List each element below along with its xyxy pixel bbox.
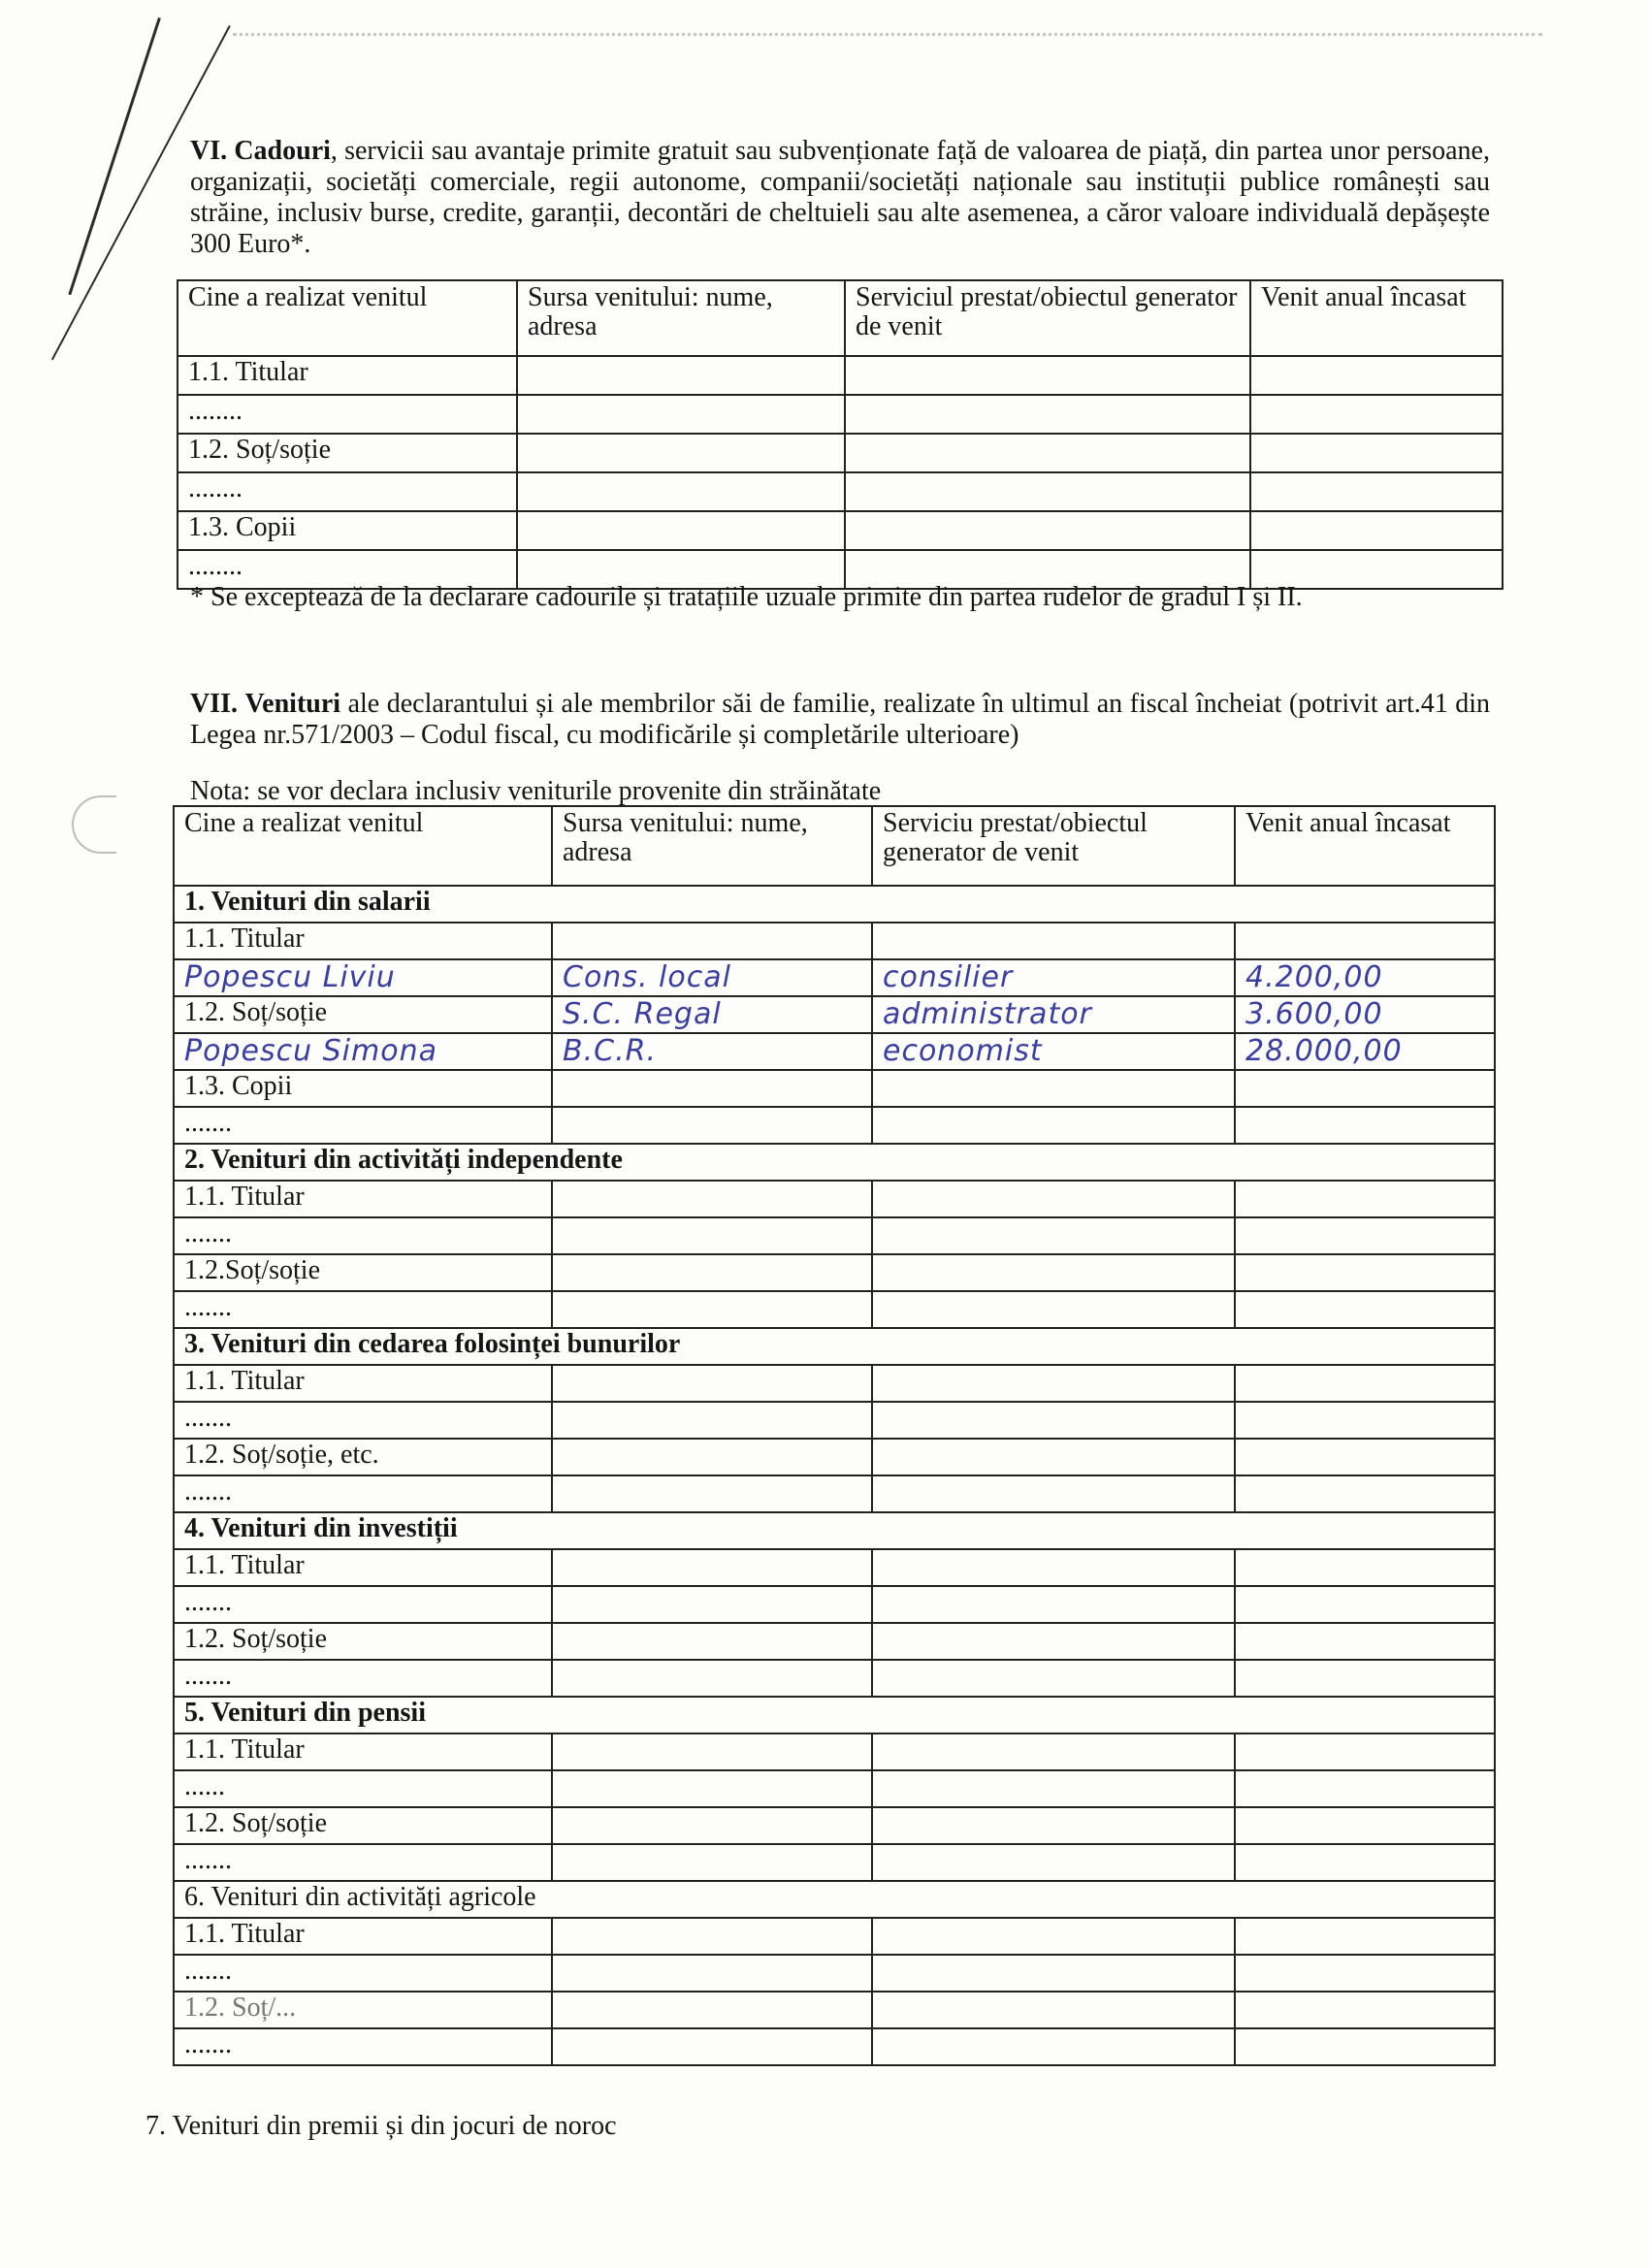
- header-who: Cine a realizat venitul: [178, 280, 517, 356]
- table-row: [174, 1217, 1495, 1254]
- row-label: .......: [174, 1844, 552, 1881]
- handwritten-amount: 28.000,00: [1245, 1034, 1403, 1068]
- row-label: 1.1. Titular: [174, 1181, 552, 1217]
- handwritten-source: S.C. Regal: [563, 997, 722, 1031]
- handwritten-name: Popescu Liviu: [184, 960, 396, 994]
- row-label: 1.2.Soț/soție: [174, 1254, 552, 1291]
- table-row: [174, 1807, 1495, 1844]
- handwritten-service: economist: [883, 1034, 1043, 1068]
- header-service: Serviciul prestat/obiectul generator de venit: [845, 280, 1250, 356]
- table-row: [178, 395, 1503, 434]
- table-row: [174, 1918, 1495, 1955]
- income-table: [173, 805, 1496, 2066]
- table-row: [174, 923, 1495, 959]
- handwritten-service: consilier: [883, 960, 1014, 994]
- section-row: [174, 886, 1495, 923]
- table-row: [174, 1439, 1495, 1475]
- row-label: 1.2. Soț/soție: [178, 434, 517, 472]
- row-label: .......: [174, 1291, 552, 1328]
- table-row-handwritten-1: [174, 959, 1495, 996]
- section-row: [174, 1328, 1495, 1365]
- section-vi-text: , servicii sau avantaje primite gratuit sau subvenționate față de valoarea de piață, din partea unor persoane, organizații, societăți comerciale, regii autonome, companii/societăți naționale sau instituții publice românești sau străine, inclusiv burse, credite, garanții, decontări de cheltuieli sau alte asemenea, a căror valoare individuală depășește 300 Euro*.: [190, 136, 1490, 259]
- row-label: .......: [174, 1955, 552, 1992]
- section-title-agricole: 6. Venituri din activități agricole: [174, 1881, 1495, 1918]
- row-label: 1.1. Titular: [174, 1549, 552, 1586]
- row-label: 1.2. Soț/soție: [174, 996, 552, 1033]
- section-title-investitii: 4. Venituri din investiții: [174, 1512, 1495, 1549]
- table-row: [178, 434, 1503, 472]
- row-label: .......: [174, 2028, 552, 2065]
- header-income: Venit anual încasat: [1235, 806, 1495, 886]
- row-label: ........: [178, 395, 517, 434]
- row-label: .......: [174, 1107, 552, 1144]
- row-label: ........: [178, 550, 517, 589]
- header-income: Venit anual încasat: [1250, 280, 1503, 356]
- section-vi-title: Cadouri: [234, 136, 331, 166]
- pen-stroke-mark: [68, 17, 161, 295]
- table-row: [174, 1733, 1495, 1770]
- row-label: .......: [174, 1475, 552, 1512]
- row-label: 1.3. Copii: [174, 1070, 552, 1107]
- section-row: [174, 1512, 1495, 1549]
- row-label: .......: [174, 1217, 552, 1254]
- header-source: Sursa venitului: nume, adresa: [552, 806, 872, 886]
- row-label: 1.1. Titular: [174, 1733, 552, 1770]
- section-vii-title: Venituri: [244, 689, 341, 719]
- section-row: [174, 1697, 1495, 1733]
- table-row: [174, 1955, 1495, 1992]
- row-label: .......: [174, 1586, 552, 1623]
- header-source: Sursa venitului: nume, adresa: [517, 280, 845, 356]
- section-title-independente: 2. Venituri din activități independente: [174, 1144, 1495, 1181]
- table-row: [174, 1254, 1495, 1291]
- table-row: [174, 1992, 1495, 2028]
- section-vi-intro: [190, 136, 1490, 260]
- table-row: [174, 1475, 1495, 1512]
- row-label: .......: [174, 1402, 552, 1439]
- section-vii-intro: [190, 689, 1490, 751]
- table-row: [174, 1291, 1495, 1328]
- table-row-handwritten-3: [174, 1033, 1495, 1070]
- table-row-handwritten-2: [174, 996, 1495, 1033]
- punch-hole-mark: [72, 795, 116, 854]
- row-label: ......: [174, 1770, 552, 1807]
- section-vi-number: VI.: [190, 136, 228, 166]
- section-title-premii-cut-off: 7. Venituri din premii și din jocuri de noroc: [146, 2111, 617, 2141]
- row-label: .......: [174, 1660, 552, 1697]
- row-label: 1.3. Copii: [178, 511, 517, 550]
- section-row: [174, 1144, 1495, 1181]
- header-service: Serviciu prestat/obiectul generator de venit: [872, 806, 1235, 886]
- section-vii-text: ale declarantului și ale membrilor săi de familie, realizate în ultimul an fiscal încheiat (potrivit art.41 din Legea nr.571/2003 – Codul fiscal, cu modificările și completările ulterioare): [190, 689, 1491, 750]
- scan-noise-top: [233, 33, 1542, 57]
- table-row: [174, 1660, 1495, 1697]
- table-row: [174, 1770, 1495, 1807]
- handwritten-amount: 3.600,00: [1245, 997, 1383, 1031]
- table-row: [174, 1844, 1495, 1881]
- gifts-table: [177, 279, 1504, 590]
- table-row: [174, 1365, 1495, 1402]
- section-vii-number: VII.: [190, 689, 239, 719]
- section-row: [174, 1881, 1495, 1918]
- row-label: 1.1. Titular: [178, 356, 517, 395]
- row-label: 1.2. Soț/...: [174, 1992, 552, 2028]
- table-row: [178, 472, 1503, 511]
- row-label: ........: [178, 472, 517, 511]
- section-title-salarii: 1. Venituri din salarii: [174, 886, 1495, 923]
- handwritten-name: Popescu Simona: [184, 1034, 437, 1068]
- table-row: [174, 1181, 1495, 1217]
- handwritten-amount: 4.200,00: [1245, 960, 1383, 994]
- row-label: 1.2. Soț/soție: [174, 1807, 552, 1844]
- row-label: 1.1. Titular: [174, 923, 552, 959]
- handwritten-service: administrator: [883, 997, 1092, 1031]
- header-who: Cine a realizat venitul: [174, 806, 552, 886]
- row-label: 1.1. Titular: [174, 1365, 552, 1402]
- table-row: [174, 2028, 1495, 2065]
- row-label: 1.1. Titular: [174, 1918, 552, 1955]
- table-row: [178, 356, 1503, 395]
- row-label: 1.2. Soț/soție, etc.: [174, 1439, 552, 1475]
- handwritten-source: Cons. local: [563, 960, 731, 994]
- table-row: [174, 1586, 1495, 1623]
- table-row: [174, 1107, 1495, 1144]
- income-header-row: [174, 806, 1495, 886]
- table-row: [178, 511, 1503, 550]
- table-row: [174, 1549, 1495, 1586]
- gifts-footnote: * Se exceptează de la declarare cadourile și tratațiile uzuale primite din partea rudelor de gradul I și II.: [190, 582, 1303, 612]
- table-row: [174, 1402, 1495, 1439]
- handwritten-source: B.C.R.: [563, 1034, 657, 1068]
- table-row: [174, 1623, 1495, 1660]
- section-title-pensii: 5. Venituri din pensii: [174, 1697, 1495, 1733]
- table-row: [174, 1070, 1495, 1107]
- gifts-header-row: [178, 280, 1503, 356]
- section-vii-nota: Nota: se vor declara inclusiv veniturile provenite din străinătate: [190, 776, 882, 806]
- row-label: 1.2. Soț/soție: [174, 1623, 552, 1660]
- section-title-cedare: 3. Venituri din cedarea folosinței bunurilor: [174, 1328, 1495, 1365]
